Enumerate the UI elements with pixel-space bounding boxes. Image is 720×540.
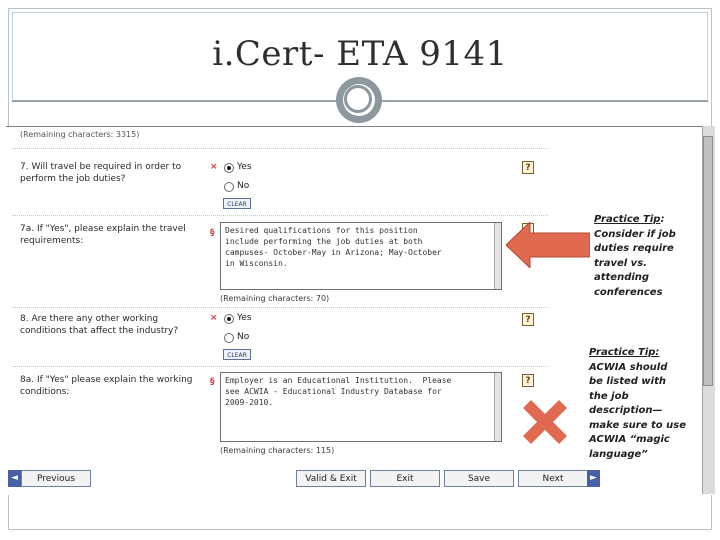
q7-help-button[interactable]: ? <box>522 161 534 174</box>
row-divider <box>12 148 548 149</box>
practice-tip-1-line: Consider if job <box>594 228 676 240</box>
row-divider <box>12 366 548 367</box>
practice-tip-1-line: duties require <box>594 243 674 254</box>
q8-help-button[interactable]: ? <box>522 313 534 326</box>
q7-radio-yes[interactable] <box>224 163 234 173</box>
practice-tip-2-line: description— <box>589 405 663 416</box>
q8a-required-mark: § <box>210 377 215 387</box>
q7a-required-mark: § <box>210 228 215 238</box>
q8a-label: 8a. If "Yes" please explain the working conditions: <box>20 375 193 397</box>
practice-tip-2-line: be listed with <box>589 376 666 387</box>
q8-radio-no[interactable] <box>224 333 234 343</box>
q8-required-mark: × <box>210 313 218 323</box>
slide-title: i.Cert- ETA 9141 <box>212 34 508 74</box>
next-arrow-icon[interactable]: ► <box>587 470 600 487</box>
practice-tip-2-line: make sure to use <box>589 419 686 431</box>
circle-emblem-icon <box>336 77 382 123</box>
q7-radio-no[interactable] <box>224 182 234 192</box>
q8a-textarea-scrollbar[interactable] <box>494 373 501 441</box>
q8-radio-yes[interactable] <box>224 314 234 324</box>
practice-tip-1: Practice Tip: Consider if job duties require travel vs. attending conferences <box>594 213 676 300</box>
exit-button[interactable]: Exit <box>370 470 440 487</box>
row-divider <box>12 215 548 216</box>
q7-label-no: No <box>237 181 250 191</box>
next-button[interactable]: Next <box>518 470 588 487</box>
practice-tip-1-head: Practice Tip <box>594 214 661 225</box>
q7a-textarea[interactable]: Desired qualifications for this position include performing the job duties at both campuses- October-May in Arizona; May-October in Wisconsin. <box>220 222 502 290</box>
practice-tip-2-head: Practice Tip: <box>589 347 660 358</box>
x-mark-icon <box>519 396 571 448</box>
practice-tip-2 <box>589 346 686 462</box>
q8-label-yes: Yes <box>237 313 252 323</box>
q8a-textarea[interactable]: Employer is an Educational Institution. Please see ACWIA - Educational Industry Database for 2009-2010. <box>220 372 502 442</box>
q7-label: 7. Will travel be required in order to perform the job duties? <box>20 162 182 184</box>
q8-clear-button[interactable]: CLEAR <box>223 349 251 360</box>
practice-tip-2-line: language” <box>589 448 648 460</box>
practice-tip-2-line: ACWIA “magic <box>589 434 670 445</box>
q7a-remaining: (Remaining characters: 70) <box>220 294 330 303</box>
practice-tip-1-line: attending <box>594 272 650 283</box>
form-navbar <box>6 470 602 488</box>
q8a-remaining: (Remaining characters: 115) <box>220 446 335 455</box>
q8-label: 8. Are there any other working conditions that affect the industry? <box>20 314 179 336</box>
previous-button[interactable]: Previous <box>21 470 91 487</box>
q7a-textarea-scrollbar[interactable] <box>494 223 501 289</box>
practice-tip-2-line: ACWIA should <box>589 361 668 373</box>
page-scrollbar-thumb[interactable] <box>703 136 713 386</box>
practice-tip-2-line: the job <box>589 390 629 402</box>
left-arrow-icon <box>506 222 590 268</box>
prior-remaining-text: (Remaining characters: 3315) <box>20 130 140 139</box>
validate-exit-button[interactable]: Valid & Exit <box>296 470 366 487</box>
row-divider <box>12 307 548 308</box>
q7-required-mark: × <box>210 162 218 172</box>
q7-clear-button[interactable]: CLEAR <box>223 198 251 209</box>
practice-tip-1-line: travel vs. <box>594 257 647 269</box>
save-button[interactable]: Save <box>444 470 514 487</box>
practice-tip-1-line: conferences <box>594 286 663 298</box>
q8a-help-button[interactable]: ? <box>522 374 534 387</box>
q7a-label: 7a. If "Yes", please explain the travel requirements: <box>20 224 186 246</box>
q7-label-yes: Yes <box>237 162 252 172</box>
q8-label-no: No <box>237 332 250 342</box>
previous-arrow-icon[interactable]: ◄ <box>8 470 21 487</box>
